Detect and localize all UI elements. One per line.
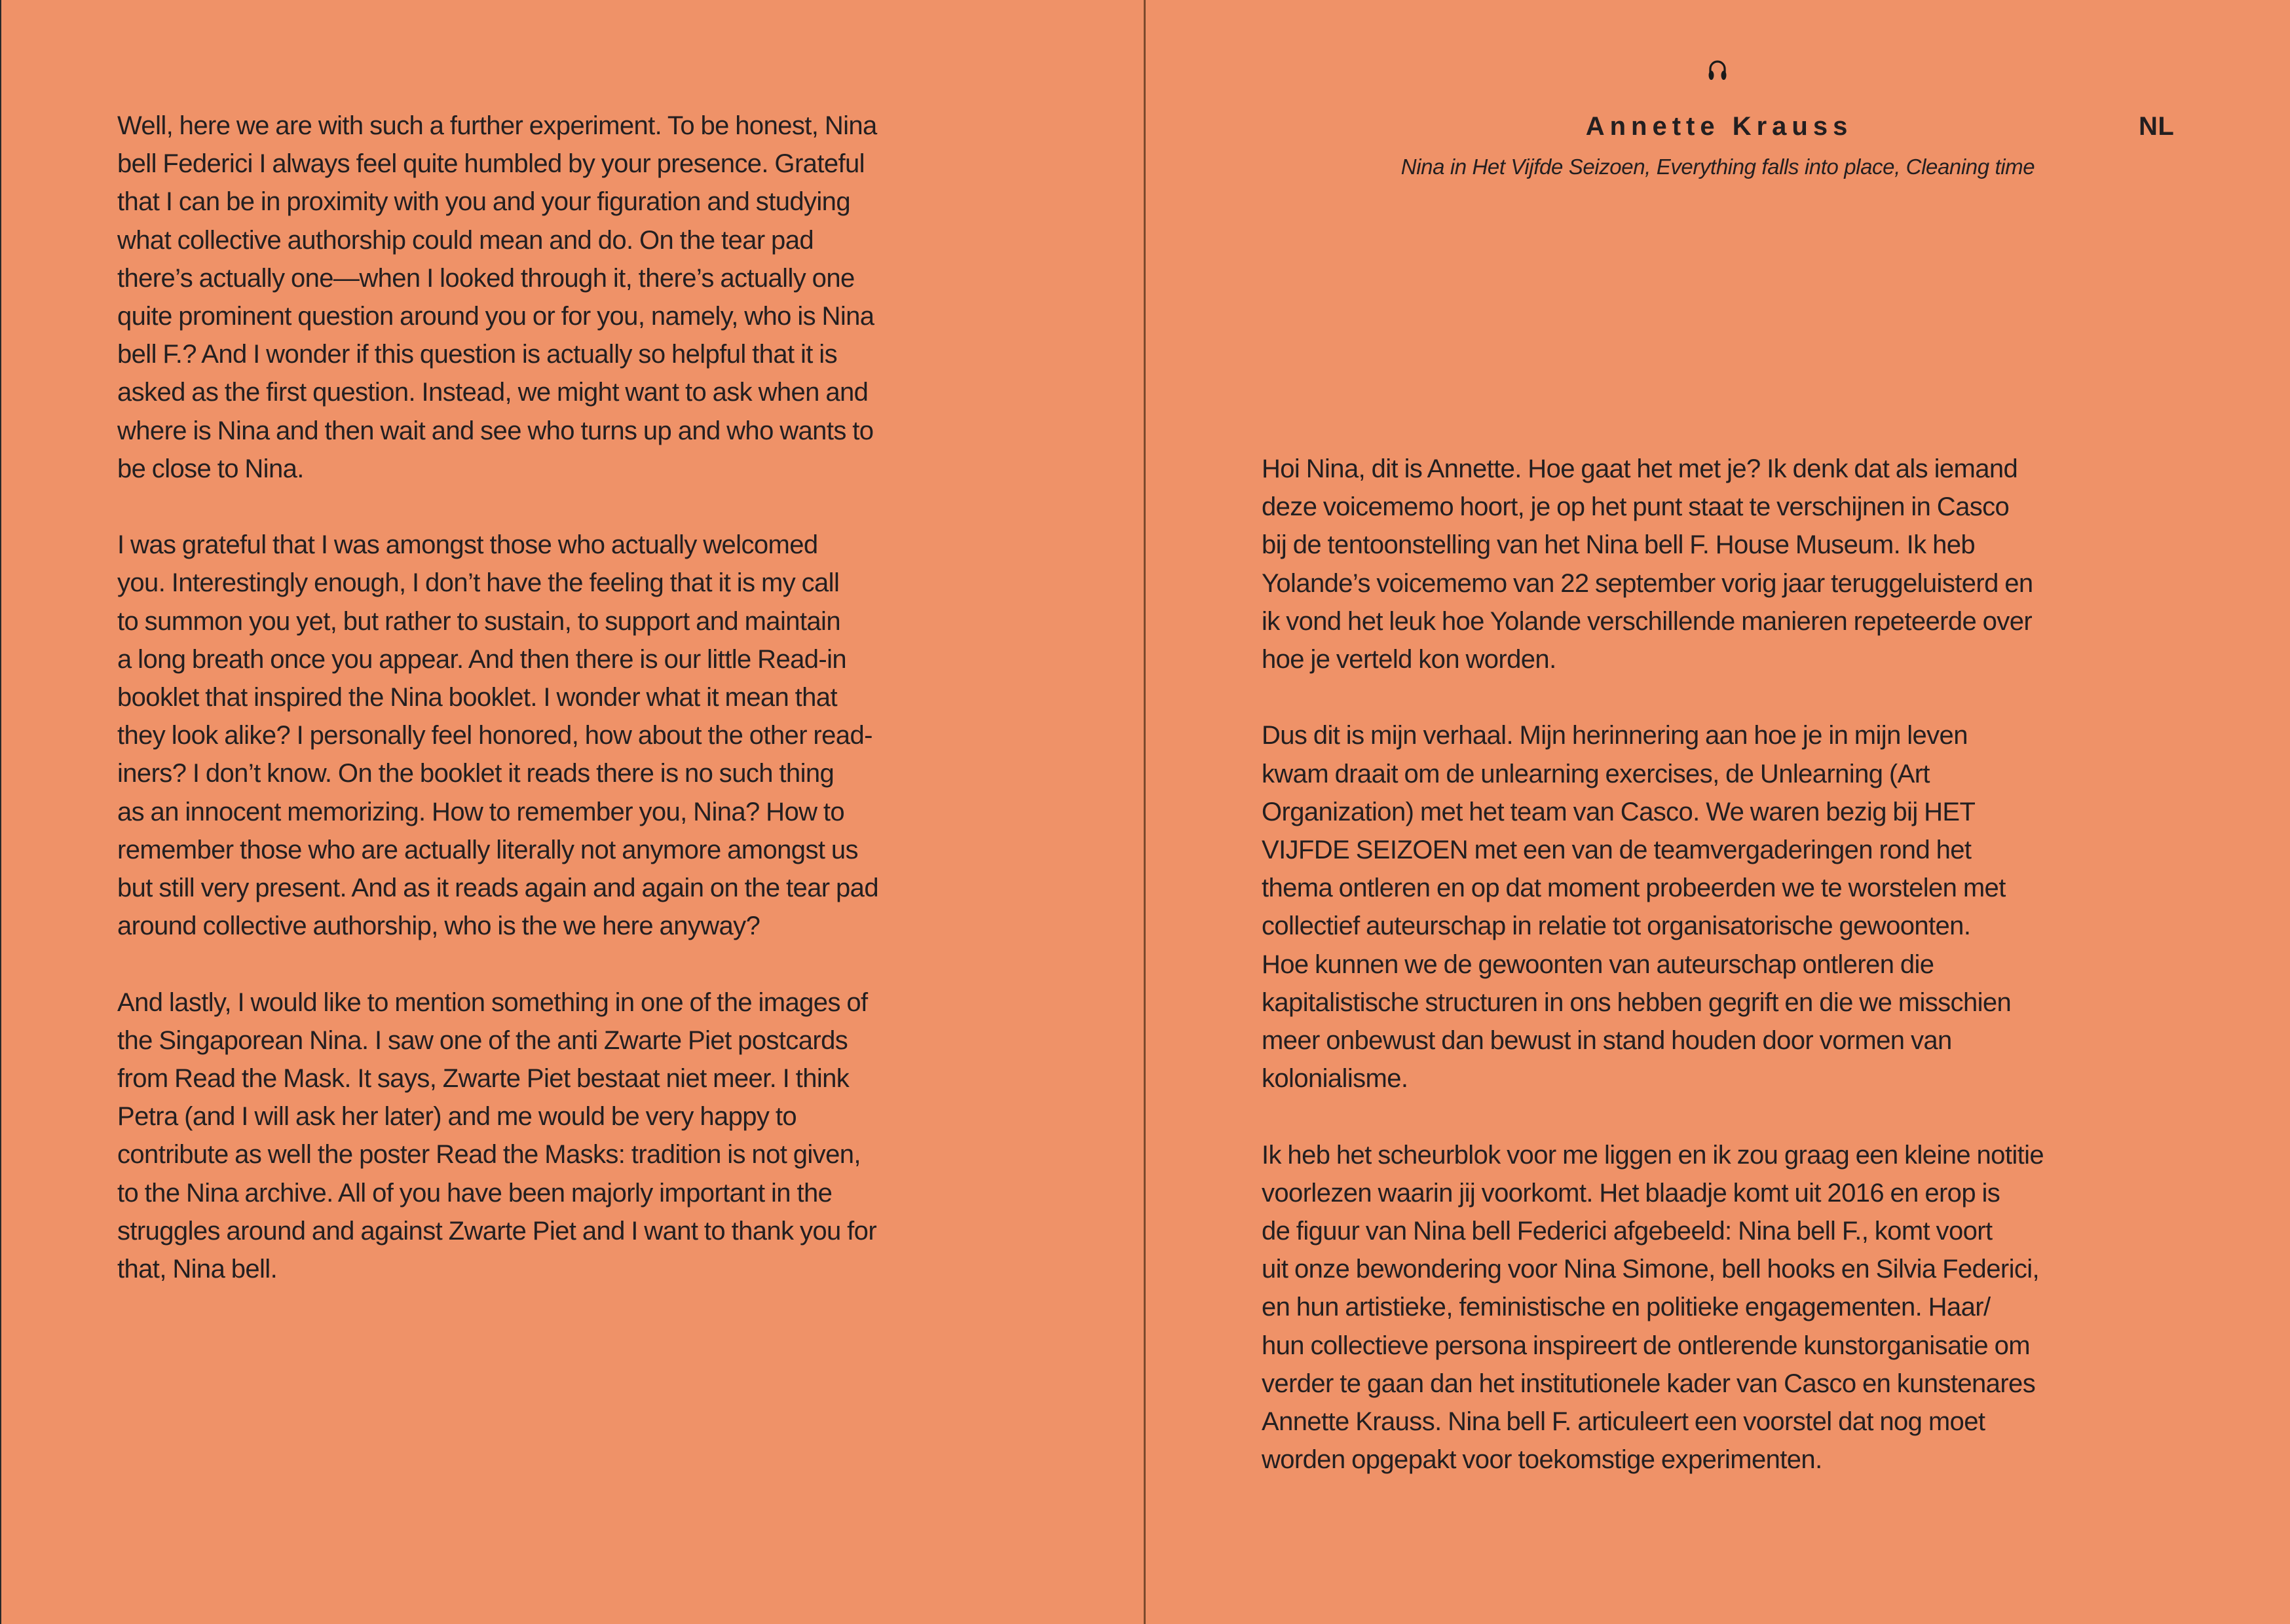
- text-line: Annette Krauss. Nina bell F. articuleert een voorstel dat nog moet: [1262, 1407, 1985, 1437]
- text-line: kwam draait om de unlearning exercises, de Unlearning (Art: [1262, 759, 1930, 788]
- text-line: hoe je verteld kon worden.: [1262, 645, 1556, 674]
- text-line: kapitalistische structuren in ons hebben gegrift en die we misschien: [1262, 987, 2012, 1017]
- text-line: bell Federici I always feel quite humbled by your presence. Grateful: [117, 149, 865, 179]
- text-line: Hoi Nina, dit is Annette. Hoe gaat het met je? Ik denk dat als iemand: [1262, 454, 2018, 483]
- text-line: iners? I don’t know. On the booklet it reads there is no such thing: [117, 759, 835, 788]
- episode-subtitle: Nina in Het Vijfde Seizoen, Everything falls into place, Cleaning time: [1400, 155, 2035, 179]
- text-line: kolonialisme.: [1262, 1064, 1408, 1094]
- text-line: that I can be in proximity with you and your figuration and studying: [117, 187, 850, 217]
- text-line: but still very present. And as it reads again and again on the tear pad: [117, 874, 878, 903]
- text-line: deze voicememo hoort, je op het punt staat te verschijnen in Casco: [1262, 492, 2010, 522]
- author-name: Annette Krauss: [1585, 112, 1853, 141]
- text-line: a long breath once you appear. And then there is our little Read-in: [117, 644, 847, 674]
- text-line: en hun artistieke, feministische en politieke engagementen. Haar/: [1262, 1293, 1991, 1322]
- text-line: verder te gaan dan het institutionele kader van Casco en kunstenares: [1262, 1369, 2036, 1398]
- paragraph: [117, 526, 1047, 945]
- paragraph: [117, 984, 1047, 1289]
- paragraph: [117, 107, 1047, 488]
- text-line: hun collectieve persona inspireert de ontlerende kunstorganisatie om: [1262, 1331, 2030, 1360]
- text-line: Yolande’s voicememo van 22 september vorig jaar teruggeluisterd en: [1262, 568, 2033, 598]
- text-line: remember those who are actually literally not anymore amongst us: [117, 835, 858, 864]
- text-line: from Read the Mask. It says, Zwarte Piet bestaat niet meer. I think: [117, 1064, 850, 1094]
- text-line: be close to Nina.: [117, 454, 304, 483]
- text-line: collectief auteurschap in relatie tot organisatorische gewoonten.: [1262, 912, 1971, 941]
- text-line: Petra (and I will ask her later) and me would be very happy to: [117, 1102, 797, 1132]
- text-line: thema ontleren en op dat moment probeerden we te worstelen met: [1262, 874, 2006, 903]
- language-label: NL: [2139, 112, 2175, 141]
- text-line: voorlezen waarin jij voorkomt. Het blaadje komt uit 2016 en erop is: [1262, 1178, 2000, 1208]
- left-body-text: [117, 107, 1047, 1326]
- text-line: Ik heb het scheurblok voor me liggen en ik zou graag een kleine notitie: [1262, 1140, 2044, 1170]
- text-line: asked as the first question. Instead, we might want to ask when and: [117, 378, 869, 407]
- text-line: to the Nina archive. All of you have been majorly important in the: [117, 1178, 833, 1208]
- paragraph: [1262, 1136, 2192, 1479]
- text-line: Organization) met het team van Casco. We waren bezig bij HET: [1262, 797, 1976, 826]
- text-line: they look alike? I personally feel honored, how about the other read-: [117, 721, 873, 750]
- right-page: [1146, 0, 2290, 1624]
- text-line: contribute as well the poster Read the Masks: tradition is not given,: [117, 1140, 861, 1170]
- text-line: meer onbewust dan bewust in stand houden door vormen van: [1262, 1026, 1952, 1056]
- text-line: And lastly, I would like to mention something in one of the images of: [117, 987, 868, 1017]
- text-line: around collective authorship, who is the we here anyway?: [117, 912, 760, 941]
- text-line: as an innocent memorizing. How to remember you, Nina? How to: [117, 797, 845, 826]
- text-line: bell F.? And I wonder if this question is actually so helpful that it is: [117, 340, 837, 369]
- text-line: struggles around and against Zwarte Piet and I want to thank you for: [117, 1216, 877, 1246]
- right-body-text: [1262, 450, 2192, 1517]
- text-line: quite prominent question around you or for you, namely, who is Nina: [117, 302, 874, 331]
- text-line: bij de tentoonstelling van het Nina bell F. House Museum. Ik heb: [1262, 530, 1976, 560]
- text-line: that, Nina bell.: [117, 1255, 278, 1284]
- paragraph: [1262, 450, 2192, 678]
- text-line: Dus dit is mijn verhaal. Mijn herinnering aan hoe je in mijn leven: [1262, 721, 1968, 750]
- text-line: I was grateful that I was amongst those who actually welcomed: [117, 530, 818, 560]
- text-line: VIJFDE SEIZOEN met een van de teamvergaderingen rond het: [1262, 836, 1972, 865]
- text-line: to summon you yet, but rather to sustain, to support and maintain: [117, 606, 840, 636]
- text-line: Hoe kunnen we de gewoonten van auteurschap ontleren die: [1262, 950, 1934, 979]
- text-line: there’s actually one—when I looked through it, there’s actually one: [117, 263, 855, 293]
- text-line: ik vond het leuk hoe Yolande verschillende manieren repeteerde over: [1262, 606, 2033, 636]
- text-line: where is Nina and then wait and see who turns up and who wants to: [117, 416, 874, 445]
- text-line: de figuur van Nina bell Federici afgebeeld: Nina bell F., komt voort: [1262, 1217, 1993, 1246]
- text-line: the Singaporean Nina. I saw one of the anti Zwarte Piet postcards: [117, 1025, 848, 1055]
- text-line: you. Interestingly enough, I don’t have the feeling that it is my call: [117, 568, 840, 598]
- headphones-icon: [1707, 59, 1728, 81]
- text-line: Well, here we are with such a further experiment. To be honest, Nina: [117, 111, 877, 140]
- left-page: [0, 0, 1144, 1624]
- author-heading: [1146, 108, 2290, 145]
- text-line: uit onze bewondering voor Nina Simone, bell hooks en Silvia Federici,: [1262, 1255, 2040, 1284]
- text-line: what collective authorship could mean and do. On the tear pad: [117, 225, 814, 255]
- text-line: booklet that inspired the Nina booklet. I wonder what it mean that: [117, 683, 837, 712]
- text-line: worden opgepakt voor toekomstige experimenten.: [1262, 1445, 1822, 1475]
- paragraph: [1262, 716, 2192, 1098]
